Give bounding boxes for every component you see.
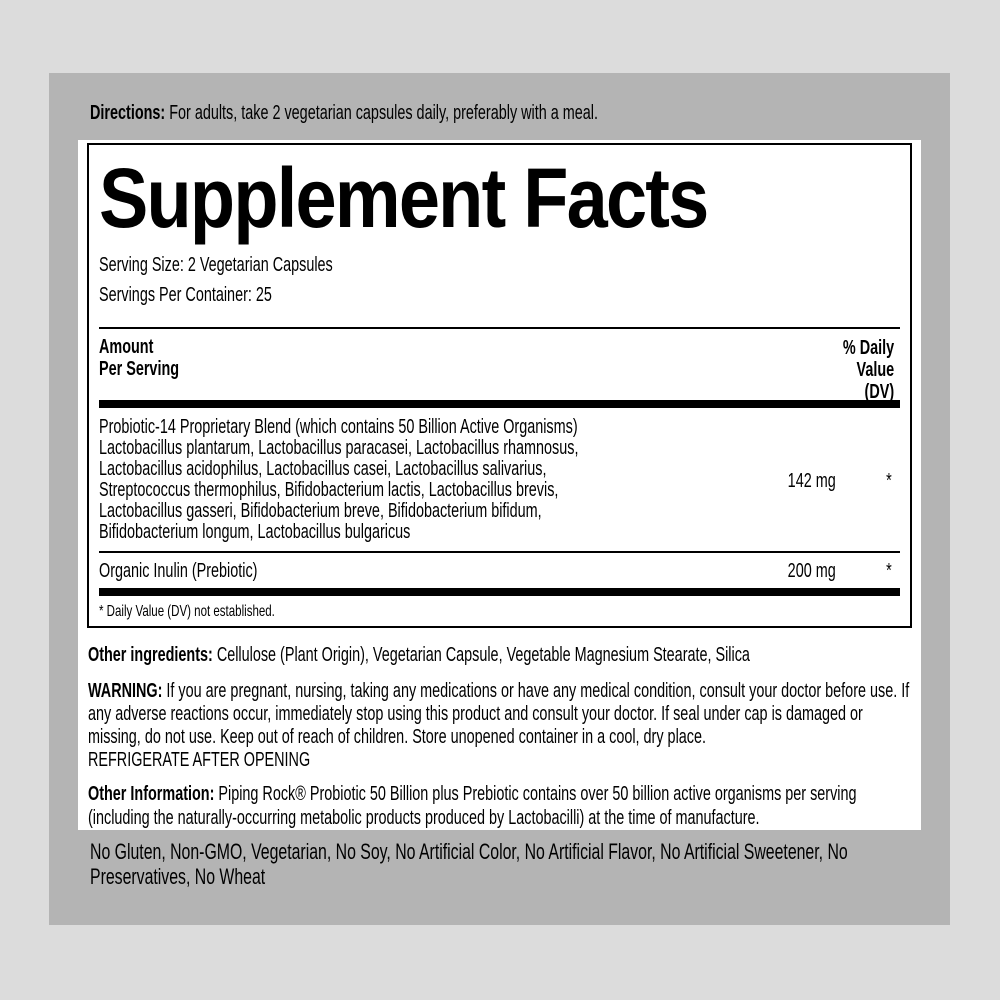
refrigerate-note: REFRIGERATE AFTER OPENING bbox=[88, 749, 311, 771]
divider-thick bbox=[99, 588, 900, 596]
warning bbox=[88, 680, 912, 772]
label-panel bbox=[49, 73, 950, 925]
table-row-inulin bbox=[99, 553, 900, 588]
header-amount-line2: Per Serving bbox=[99, 358, 180, 380]
directions-body: For adults, take 2 vegetarian capsules daily, preferably with a meal. bbox=[165, 102, 598, 124]
blend-line: Lactobacillus acidophilus, Lactobacillus casei, Lactobacillus salivarius, bbox=[99, 458, 547, 480]
amount-per-serving-header bbox=[99, 336, 899, 380]
warning-label: WARNING: bbox=[88, 680, 163, 702]
header-dv-line3: (DV) bbox=[864, 381, 894, 403]
supplement-facts-box bbox=[87, 143, 912, 628]
ingredient-name-inulin bbox=[99, 560, 899, 582]
table-row-probiotic-blend bbox=[99, 408, 900, 551]
other-ingredients-label: Other ingredients: bbox=[88, 644, 213, 666]
other-ingredients-body: Cellulose (Plant Origin), Vegetarian Capsule, Vegetable Magnesium Stearate, Silica bbox=[212, 644, 750, 666]
directions-label: Directions: bbox=[90, 102, 166, 124]
daily-value-footnote: * Daily Value (DV) not established. bbox=[99, 603, 275, 620]
ingredient-daily-value: * bbox=[886, 560, 892, 582]
warning-body: If you are pregnant, nursing, taking any medications or have any medical condition, consult your doctor before use. If any adverse reactions occur, immediately stop using this product and consult your doctor. If seal under cap is damaged or missing, do not use. Keep out of reach of children. Store unopened container in a cool, dry place. bbox=[88, 680, 910, 748]
header-amount-line1: Amount bbox=[99, 336, 154, 358]
blend-line: Lactobacillus gasseri, Bifidobacterium breve, Bifidobacterium bifidum, bbox=[99, 500, 542, 522]
other-information-body: Piping Rock® Probiotic 50 Billion plus Prebiotic contains over 50 billion active organisms per serving (including the naturally-occurring metabolic products produced by Lactobacilli) at the time of manufacture. bbox=[88, 783, 857, 829]
ingredient-amount: 142 mg bbox=[787, 470, 836, 492]
inulin-line: Organic Inulin (Prebiotic) bbox=[99, 560, 258, 582]
daily-value-header bbox=[843, 337, 894, 403]
ingredient-name-probiotic-blend bbox=[99, 417, 899, 543]
ingredient-daily-value: * bbox=[886, 470, 892, 492]
blend-line: Streptococcus thermophilus, Bifidobacterium lactis, Lactobacillus brevis, bbox=[99, 479, 559, 501]
other-ingredients bbox=[88, 642, 912, 668]
header-dv-line1: % Daily bbox=[842, 337, 894, 359]
other-information-label: Other Information: bbox=[88, 783, 215, 805]
servings-per-container: Servings Per Container: 25 bbox=[99, 284, 272, 306]
claims-text: No Gluten, Non-GMO, Vegetarian, No Soy, No Artificial Color, No Artificial Flavor, No Artificial Sweetener, No Preservatives, No Wheat bbox=[90, 839, 848, 889]
serving-size: Serving Size: 2 Vegetarian Capsules bbox=[99, 254, 333, 276]
table-header-row bbox=[99, 329, 900, 403]
ingredient-amount: 200 mg bbox=[787, 560, 836, 582]
header-dv-line2: Value bbox=[856, 359, 894, 381]
blend-line: Lactobacillus plantarum, Lactobacillus paracasei, Lactobacillus rhamnosus, bbox=[99, 437, 579, 459]
blend-line: Probiotic-14 Proprietary Blend (which contains 50 Billion Active Organisms) bbox=[99, 416, 578, 438]
blend-line: Bifidobacterium longum, Lactobacillus bulgaricus bbox=[99, 521, 411, 543]
label-white-area bbox=[78, 140, 921, 830]
other-information bbox=[88, 782, 912, 830]
divider-thick bbox=[99, 400, 900, 408]
directions-text bbox=[90, 100, 990, 126]
supplement-facts-title: Supplement Facts bbox=[99, 151, 708, 245]
